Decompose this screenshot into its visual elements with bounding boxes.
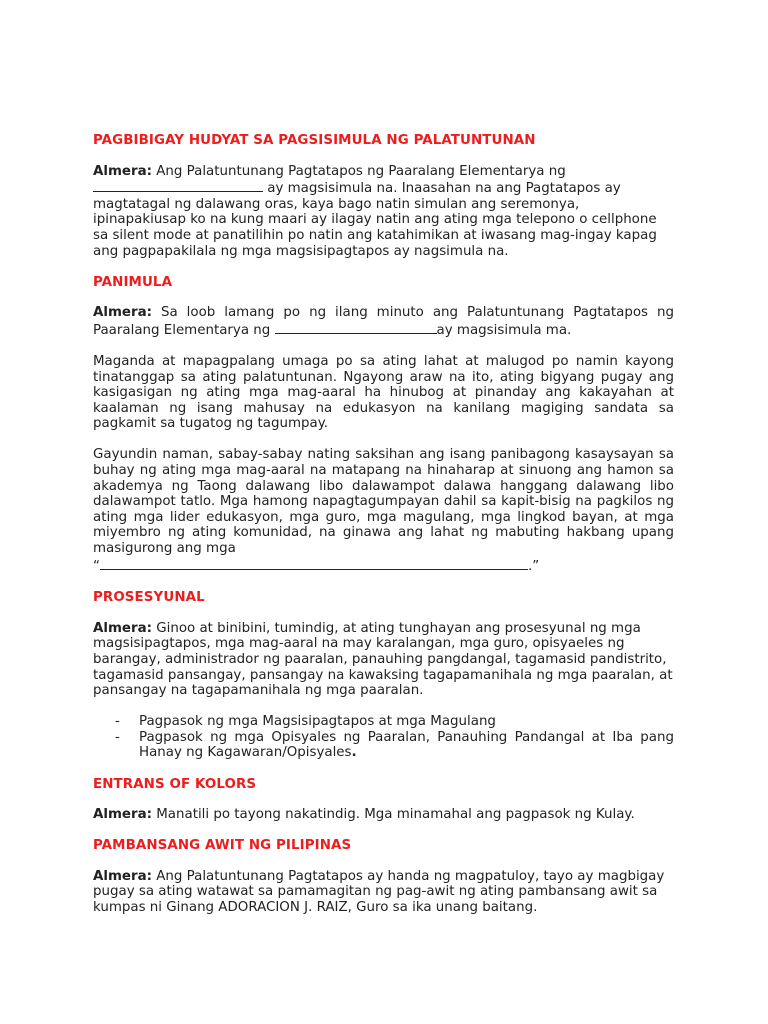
- paragraph-pambansang-awit: Almera: Ang Palatuntunang Pagtatapos ay handa ng magpatuloy, tayo ay magbigay pugay sa ating watawat sa pamamagitan ng pag-awit ng ating pambansang awit sa kumpas ni Ginang ADORACION J. RAIZ, Guro sa ika unang baitang.: [93, 868, 665, 915]
- section-heading-panimula: PANIMULA: [93, 274, 173, 290]
- paragraph-panimula-1: Almera: Sa loob lamang po ng ilang minuto ang Palatuntunang Pagtatapos ng Paaralang Elementarya ng ay magsisimula ma.: [93, 305, 674, 338]
- section-heading-hudyat: PAGBIBIGAY HUDYAT SA PAGSISIMULA NG PALATUNTUNAN: [93, 133, 536, 148]
- speaker-label: Almera:: [93, 620, 152, 636]
- speaker-label: Almera:: [93, 868, 152, 884]
- list-item: - Pagpasok ng mga Opisyales ng Paaralan, Panauhing Pandangal at Iba pang Hanay ng Kagawaran/Opisyales.: [93, 730, 674, 761]
- paragraph-entrans: Almera: Manatili po tayong nakatindig. Mga minamahal ang pagpasok ng Kulay.: [93, 807, 635, 823]
- procession-list: [93, 714, 674, 761]
- fill-in-blank: [100, 557, 528, 570]
- section-heading-prosesyunal: PROSESYUNAL: [93, 590, 205, 606]
- paragraph-panimula-2: Maganda at mapagpalang umaga po sa ating lahat at malugod po namin kayong tinatanggap sa ating palatuntunan. Ngayong araw na ito, ating bigyang pugay ang kasigasigan ng ating mga mag-aaral ha hinubog at pinanday ang kakayahan at kaalaman ng isang mahusay na edukasyon na kanilang magiging sandata sa pagkamit sa tugatog ng tagumpay.: [93, 353, 674, 432]
- list-item: - Pagpasok ng mga Magsisipagtapos at mga Magulang: [93, 714, 674, 730]
- section-heading-pambansang-awit: PAMBANSANG AWIT NG PILIPINAS: [93, 838, 352, 854]
- speaker-label: Almera:: [93, 163, 152, 179]
- paragraph-hudyat: Almera: Ang Palatuntunang Pagtatapos ng Paaralang Elementarya ng ay magsisimula na. Inaasahan na ang Pagtatapos ay magtatagal ng dalawang oras, kaya bago natin simulan ang seremonya, ipinapakiusap ko na kung maari ay ilagay natin ang ating mga telepono o cellphone sa silent mode at panatilihin po natin ang katahimikan at iwasang mag-ingay kapag ang pagpapakilala ng mga magsisipagtapos ay nagsimula na.: [93, 163, 657, 259]
- speaker-label: Almera:: [93, 807, 152, 823]
- section-heading-entrans: ENTRANS OF KOLORS: [93, 776, 257, 792]
- document-content: [93, 133, 674, 931]
- fill-in-blank: [275, 321, 437, 334]
- paragraph-prosesyunal: Almera: Ginoo at binibini, tumindig, at ating tunghayan ang prosesyunal ng mga magsisipagtapos, mga mag-aaral na may karalangan, mga guro, opisyaeles ng barangay, administrador ng paaralan, panauhing pangdangal, tagamasid pandistrito, tagamasid pansangay, pansangay na kawaksing tagapamanihala ng mga paaralan, at pansangay na tagapamanihala ng mga paaralan.: [93, 620, 673, 699]
- fill-in-blank: [93, 179, 263, 192]
- paragraph-panimula-3: Gayundin naman, sabay-sabay nating saksihan ang isang panibagong kasaysayan sa buhay ng ating mga mag-aaral na matapang na hinaharap at sinuong ang hamon sa akademya ng Taong dalawang libo dalawampot dalawa hanggang dalawang libo dalawampot tatlo. Mga hamong napagtagumpayan dahil sa kapit-bisig na pagkilos ng ating mga lider edukasyon, mga guro, mga magulang, mga lingkod bayan, at mga miyembro ng ating komunidad, na ginawa ang lahat ng mabuting hakbang upang masigurong ang mga “ .”: [93, 447, 674, 574]
- speaker-label: Almera:: [93, 305, 152, 321]
